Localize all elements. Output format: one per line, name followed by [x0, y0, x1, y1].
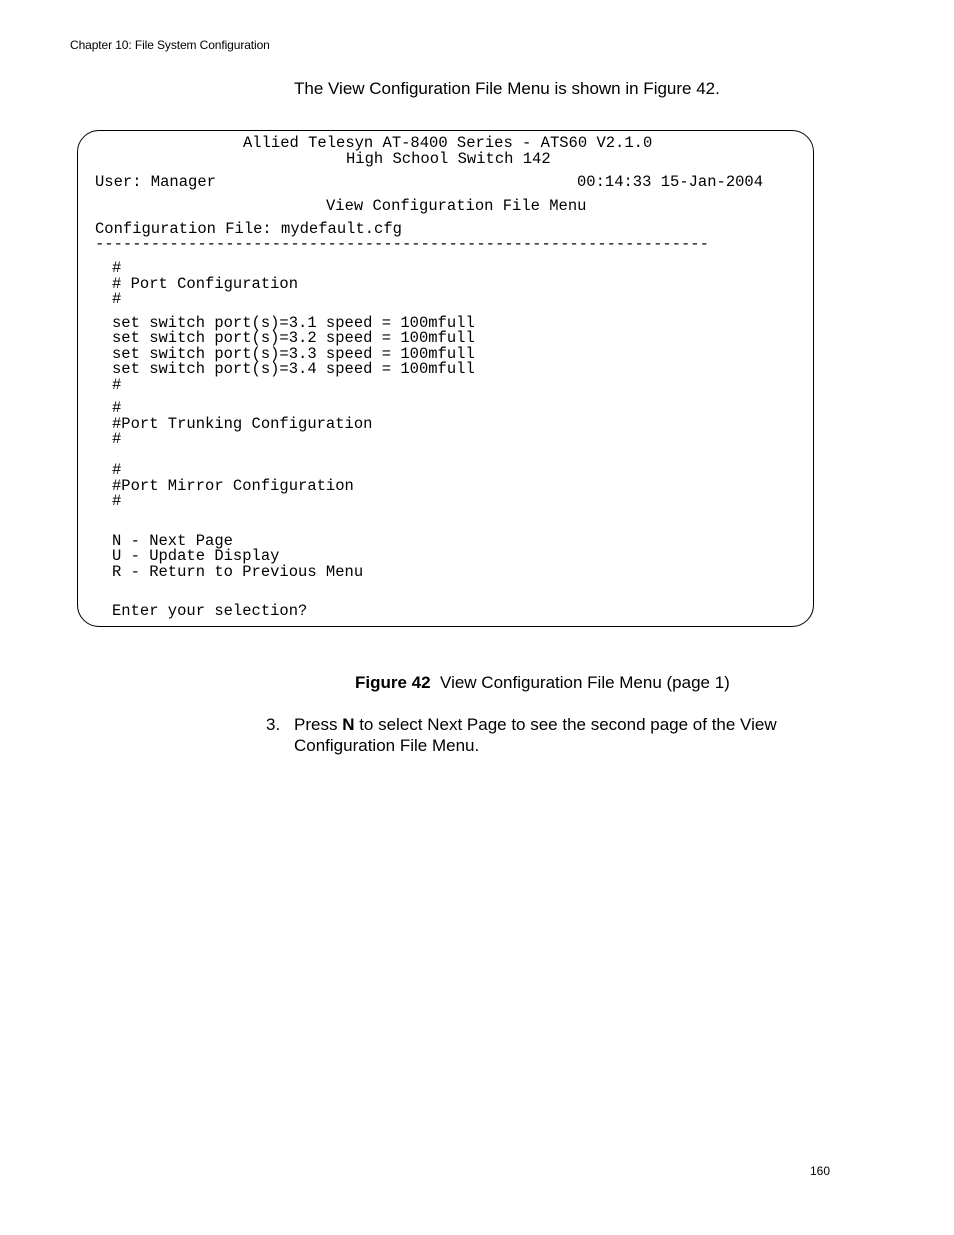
config-line: # Port Configuration: [112, 275, 299, 293]
terminal-screen: [77, 130, 814, 627]
config-line: set switch port(s)=3.4 speed = 100mfull: [112, 360, 475, 378]
config-line: #: [112, 399, 122, 417]
config-line: set switch port(s)=3.1 speed = 100mfull: [112, 314, 475, 332]
terminal-title-line: Allied Telesyn AT-8400 Series - ATS60 V2.1.0: [243, 134, 653, 152]
step-text: [294, 714, 804, 756]
config-line: #: [112, 376, 122, 394]
terminal-switch-name: High School Switch 142: [346, 150, 551, 168]
intro-paragraph: The View Configuration File Menu is shown in Figure 42.: [294, 79, 720, 98]
figure-caption-text: View Configuration File Menu (page 1): [440, 673, 730, 692]
figure-caption: [355, 673, 730, 693]
menu-option-update-display[interactable]: U - Update Display: [112, 547, 280, 565]
config-line: #: [112, 290, 122, 308]
terminal-timestamp: 00:14:33 15-Jan-2004: [577, 173, 764, 191]
page-number: 160: [810, 1164, 831, 1178]
terminal-separator: ------------------------------------------------------------------: [95, 235, 709, 253]
config-line: set switch port(s)=3.3 speed = 100mfull: [112, 345, 475, 363]
config-line: set switch port(s)=3.2 speed = 100mfull: [112, 329, 475, 347]
terminal-config-file: Configuration File: mydefault.cfg: [95, 220, 402, 238]
step-key: N: [342, 715, 355, 734]
menu-option-next-page[interactable]: N - Next Page: [112, 532, 233, 550]
config-line: #: [112, 461, 122, 479]
config-line: #: [112, 259, 122, 277]
step-number: 3.: [266, 715, 281, 734]
config-line: #: [112, 430, 122, 448]
menu-option-return[interactable]: R - Return to Previous Menu: [112, 563, 364, 581]
figure-label: Figure 42: [355, 673, 431, 692]
step-prefix: Press: [294, 715, 343, 734]
terminal-menu-title: View Configuration File Menu: [326, 197, 587, 215]
chapter-header: Chapter 10: File System Configuration: [70, 38, 270, 52]
config-line: #Port Trunking Configuration: [112, 415, 373, 433]
step-suffix: to select Next Page to see the second page of the View Configuration File Menu.: [294, 715, 777, 755]
terminal-user: User: Manager: [95, 173, 216, 191]
selection-prompt[interactable]: Enter your selection?: [112, 602, 308, 620]
config-line: #Port Mirror Configuration: [112, 477, 354, 495]
config-line: #: [112, 492, 122, 510]
